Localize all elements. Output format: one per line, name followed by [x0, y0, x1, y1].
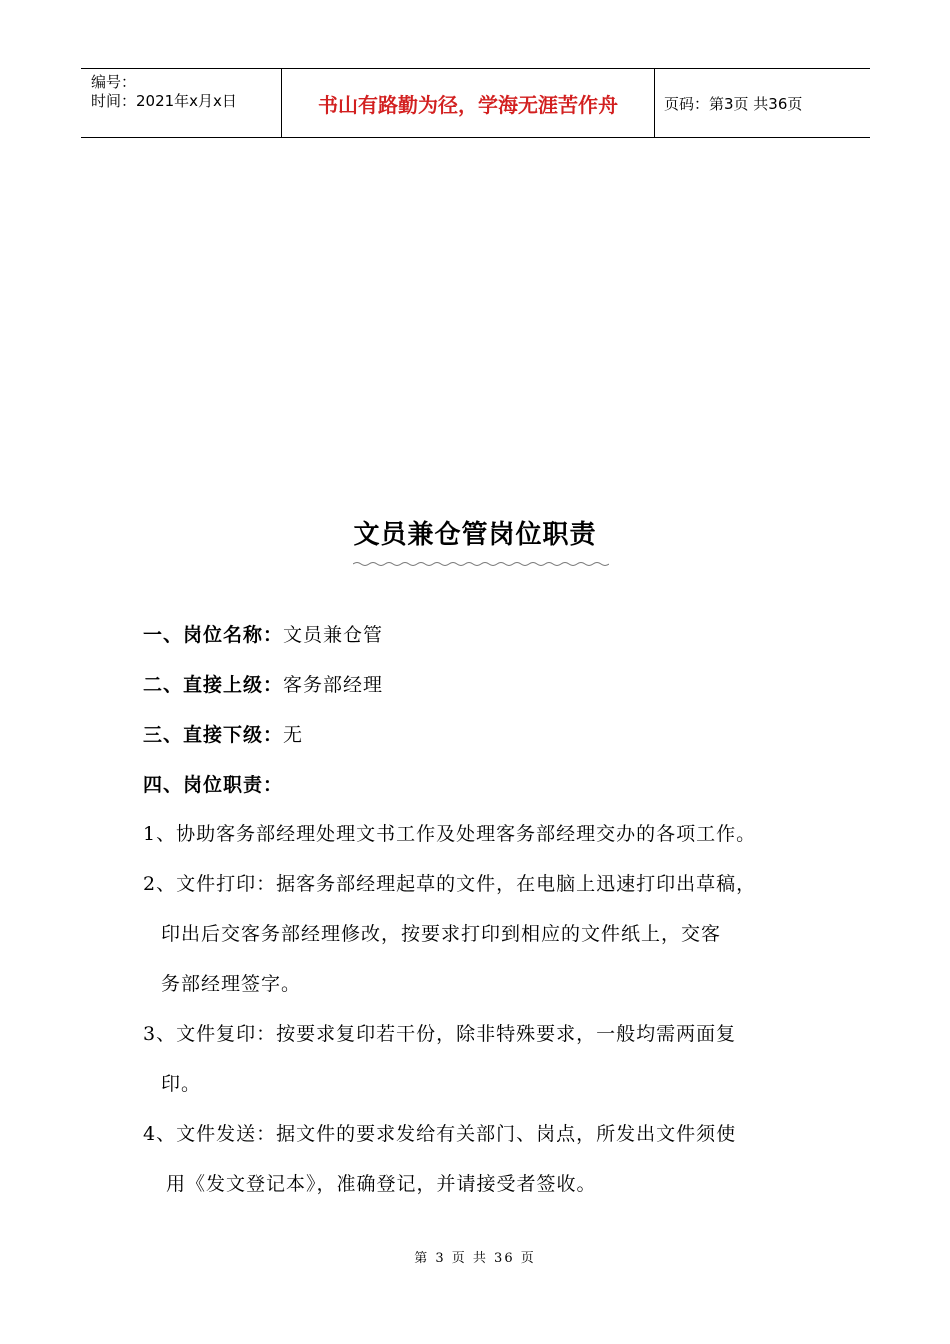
- section-label: 一、岗位名称：: [143, 624, 284, 646]
- duty-item-3: 3、文件复印：按要求复印若干份，除非特殊要求，一般均需两面复: [143, 1023, 737, 1045]
- section-duties-heading: [143, 770, 283, 797]
- document-header: [81, 68, 870, 138]
- document-title-text: 文员兼仓管岗位职责: [353, 520, 597, 550]
- document-title: [353, 514, 596, 563]
- section-value: 客务部经理: [283, 674, 384, 696]
- duty-item-2-continued: 务部经理签字。: [161, 973, 302, 995]
- section-value: 无: [283, 724, 304, 746]
- section-direct-subordinate: [143, 720, 303, 747]
- duty-item-4: 4、文件发送：据文件的要求发给有关部门、岗点，所发出文件须使: [143, 1123, 737, 1145]
- header-meta-cell: [81, 69, 281, 137]
- section-direct-superior: [143, 670, 383, 697]
- section-value: 文员兼仓管: [283, 624, 384, 646]
- section-label: 三、直接下级：: [143, 724, 284, 746]
- document-title-block: [0, 514, 950, 563]
- header-divider: [654, 69, 655, 137]
- duty-item-2: 2、文件打印：据客务部经理起草的文件，在电脑上迅速打印出草稿，: [143, 873, 757, 895]
- duty-item-4-continued: 用《发文登记本》，准确登记，并请接受者签收。: [166, 1173, 597, 1195]
- date-text: 时间：2021年x月x日: [91, 92, 237, 110]
- header-motto: 书山有路勤为径，学海无涯苦作舟: [318, 92, 618, 117]
- header-page-info: 页码：第3页 共36页: [664, 94, 803, 113]
- duty-item-1: 1、协助客务部经理处理文书工作及处理客务部经理交办的各项工作。: [143, 823, 757, 845]
- section-label: 四、岗位职责：: [143, 774, 284, 796]
- duty-item-2-continued: 印出后交客务部经理修改，按要求打印到相应的文件纸上，交客: [161, 923, 722, 945]
- wavy-underline: [353, 561, 609, 567]
- section-label: 二、直接上级：: [143, 674, 284, 696]
- section-position-name: [143, 620, 383, 647]
- duty-item-3-continued: 印。: [161, 1073, 202, 1095]
- number-label: 编号：: [91, 73, 137, 91]
- page-footer: 第 3 页 共 36 页: [414, 1251, 536, 1266]
